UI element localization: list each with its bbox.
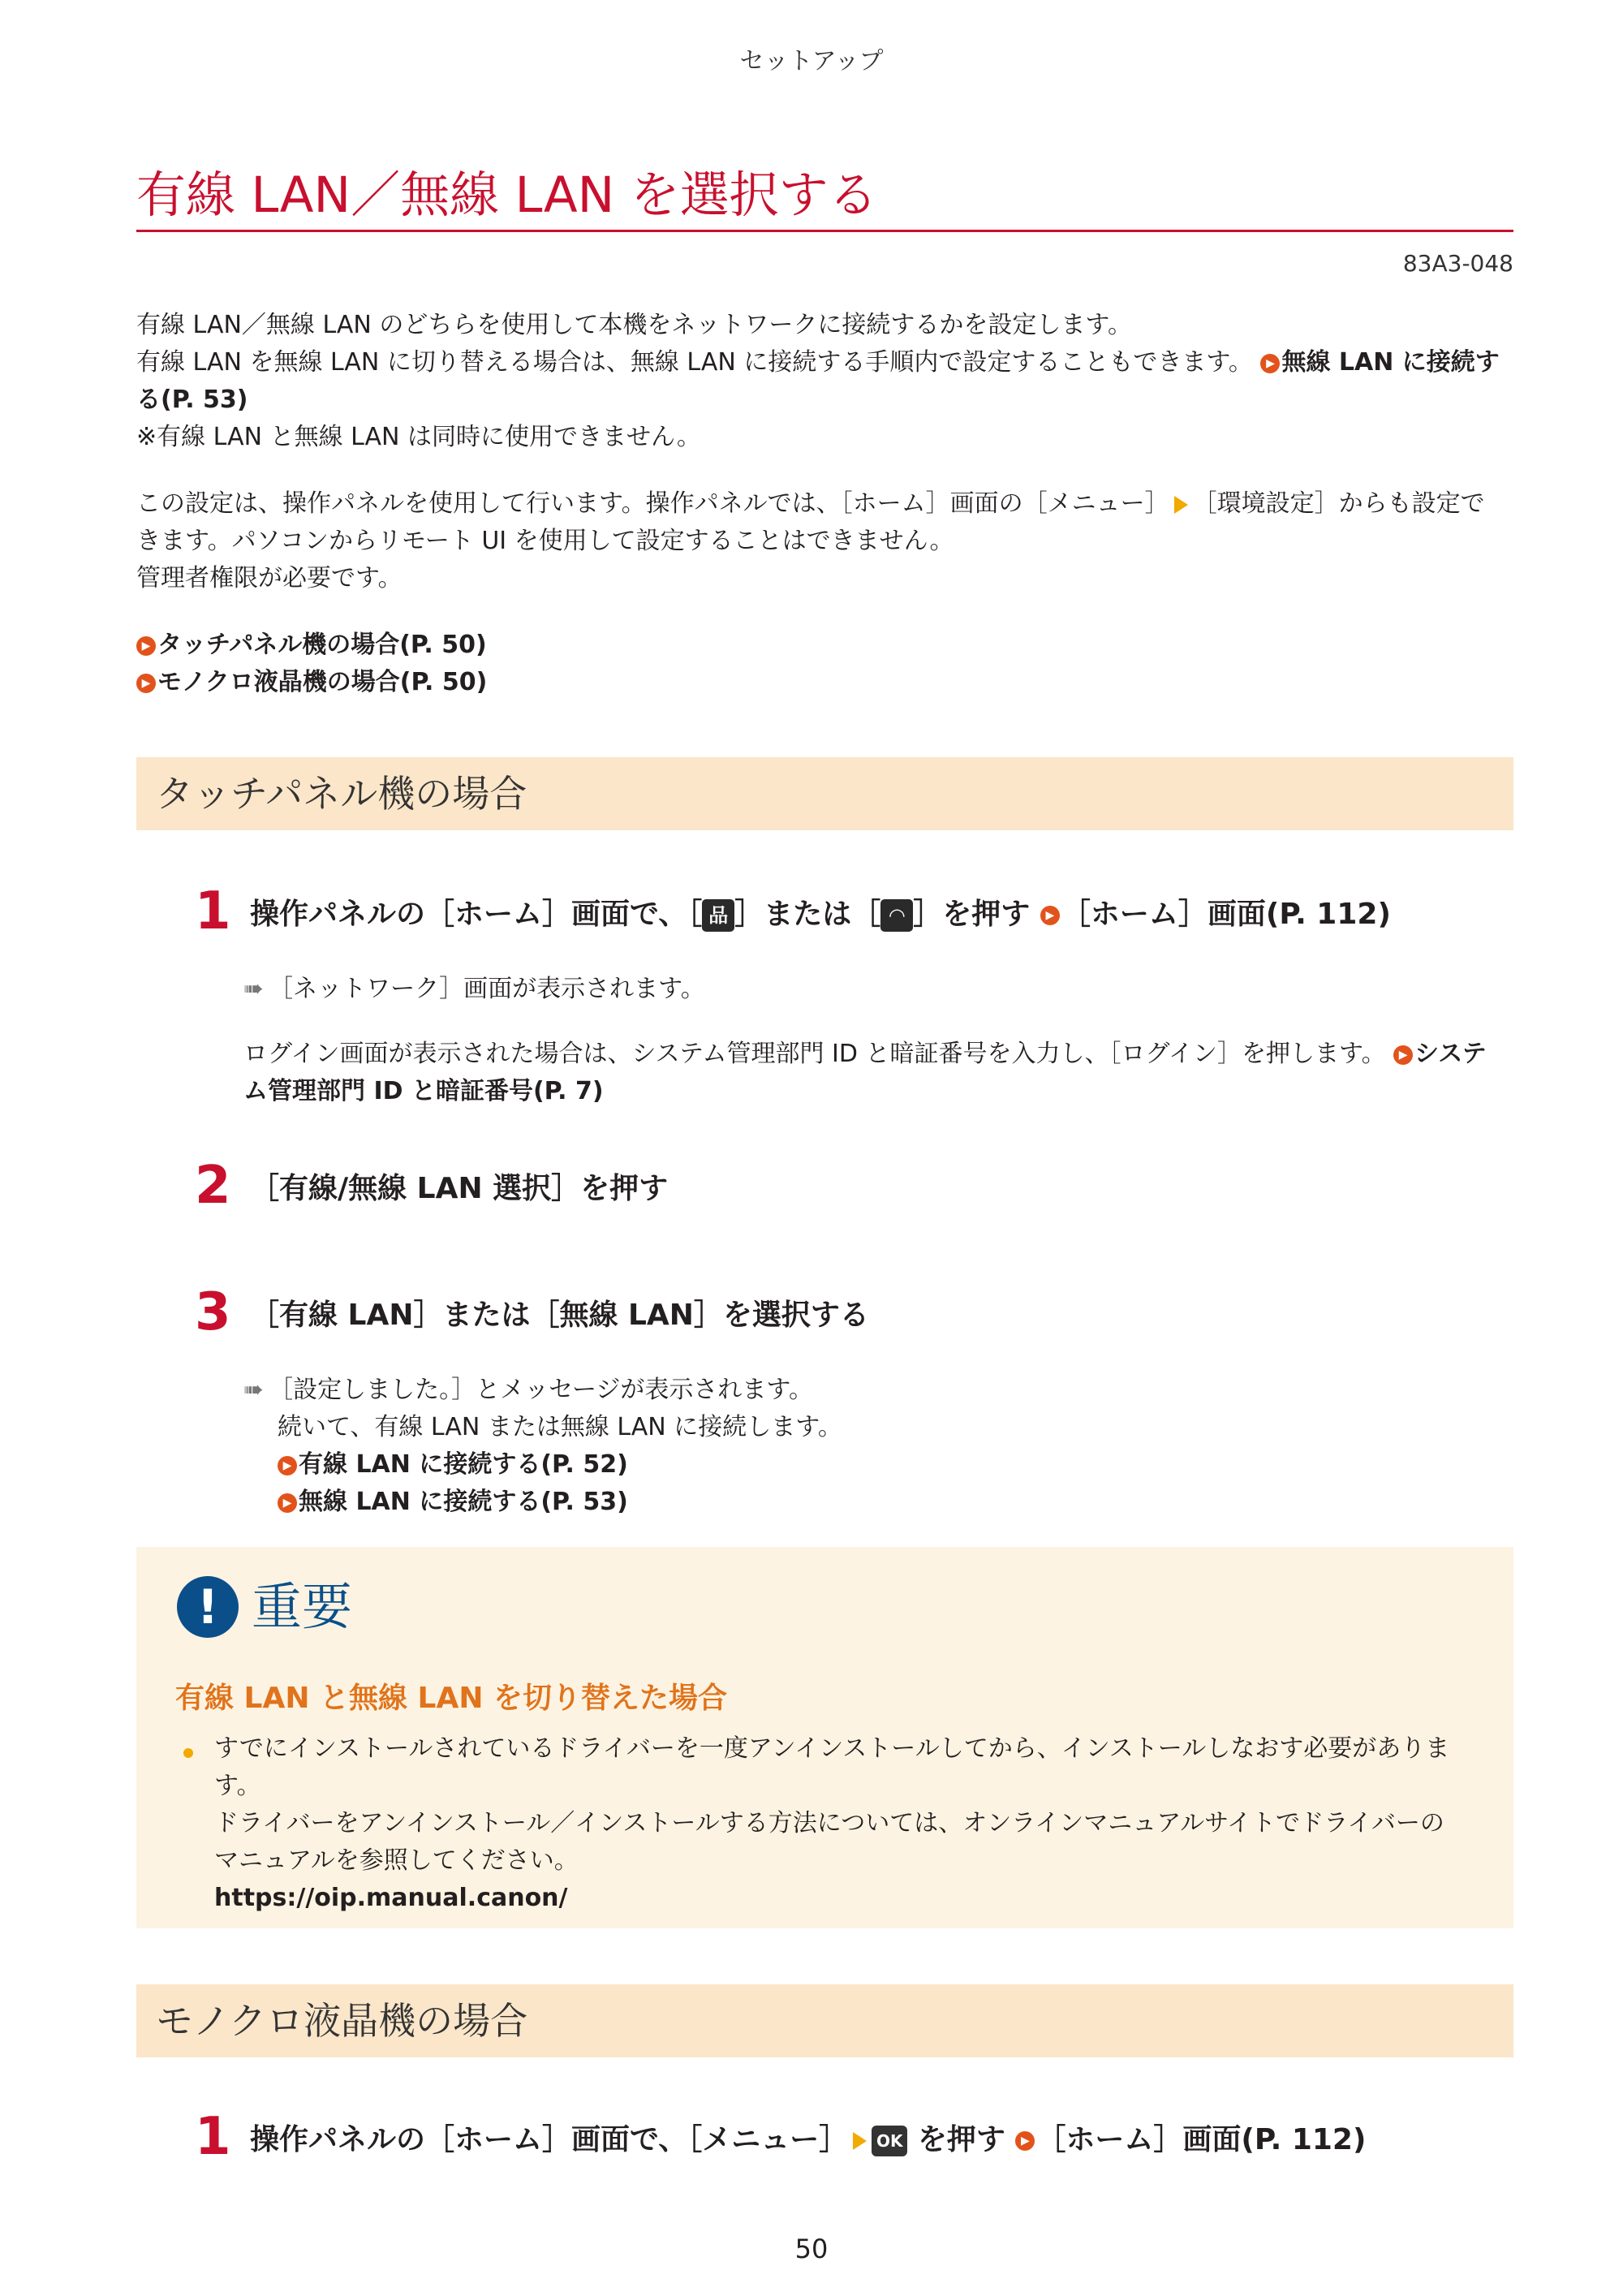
result-arrow-icon: ➠	[243, 975, 265, 1003]
link-mono-lcd-label: モノクロ液晶機の場合(P. 50)	[157, 668, 488, 696]
important-url-link[interactable]: https://oip.manual.canon/	[214, 1884, 568, 1912]
mono-step-1-text-a: 操作パネルの［ホーム］画面で、［メニュー］	[250, 2123, 849, 2156]
link-wireless-lan-label: 無線 LAN に接続する(P. 53)	[299, 1488, 628, 1516]
link-wired-lan-label: 有線 LAN に接続する(P. 52)	[299, 1450, 628, 1479]
important-subtitle: 有線 LAN と無線 LAN を切り替えた場合	[175, 1682, 727, 1715]
circle-arrow-right-icon: ▶	[136, 674, 156, 693]
step-1-note-text: ログイン画面が表示された場合は、システム管理部門 ID と暗証番号を入力し、［ログイン］を押します。	[243, 1040, 1386, 1068]
running-header: セットアップ	[739, 47, 884, 75]
important-line-3: ドライバーをアンインストール／インストールする方法については、オンラインマニュアルサイトでドライバーの	[214, 1809, 1444, 1837]
para2-line-1	[136, 485, 1485, 523]
para2-line-1a: この設定は、操作パネルを使用して行います。操作パネルでは、［ホーム］画面の［メニュー］	[136, 489, 1169, 518]
link-wired-lan[interactable]	[278, 1446, 628, 1484]
circle-arrow-right-icon: ▶	[1040, 906, 1060, 925]
important-line-2: す。	[214, 1772, 261, 1800]
step-1-text-a: 操作パネルの［ホーム］画面で、［	[250, 898, 703, 931]
link-system-manager-b[interactable]: ム管理部門 ID と暗証番号(P. 7)	[243, 1077, 604, 1105]
link-touch-panel-label: タッチパネル機の場合(P. 50)	[157, 631, 487, 659]
step-3-text: ［有線 LAN］または［無線 LAN］を選択する	[250, 1299, 869, 1332]
triangle-right-icon	[1174, 496, 1188, 514]
intro-line-2-text: 有線 LAN を無線 LAN に切り替える場合は、無線 LAN に接続する手順内で設定することもできます。	[136, 348, 1253, 377]
result-arrow-icon: ➠	[243, 1376, 265, 1404]
title-rule	[136, 230, 1513, 232]
step-3-result-1-text: ［設定しました。］とメッセージが表示されます。	[269, 1376, 813, 1404]
page-number: 50	[794, 2234, 829, 2264]
section-heading-touch	[136, 757, 1513, 830]
para2-line-1b: ［環境設定］からも設定で	[1192, 489, 1485, 518]
intro-line-1: 有線 LAN／無線 LAN のどちらを使用して本機をネットワークに接続するかを設定します。	[136, 311, 1132, 339]
wifi-icon: ◠	[880, 899, 913, 932]
circle-arrow-right-icon: ▶	[278, 1493, 297, 1513]
mono-step-1-text	[250, 2117, 1366, 2158]
important-line-4: マニュアルを参照してください。	[214, 1846, 579, 1875]
section-heading-mono	[136, 1984, 1513, 2057]
link-wireless-lan-a[interactable]: 無線 LAN に接続す	[1281, 348, 1500, 377]
step-2-number: 2	[195, 1156, 231, 1216]
important-box	[136, 1547, 1513, 1928]
para2-line-2: きます。パソコンからリモート UI を使用して設定することはできません。	[136, 527, 954, 555]
important-body	[214, 1730, 1449, 1917]
circle-arrow-right-icon: ▶	[1260, 354, 1280, 373]
mono-step-1-text-b: を押す	[917, 2123, 1005, 2156]
step-1-link-home[interactable]: ［ホーム］画面(P. 112)	[1061, 898, 1391, 931]
step-1-text-c: ］を押す	[913, 898, 1031, 931]
para2-line-3: 管理者権限が必要です。	[136, 564, 403, 592]
step-3-result-1	[243, 1372, 813, 1409]
important-title: 重要	[252, 1577, 353, 1636]
step-1-result	[243, 971, 705, 1008]
step-1-note-line-1	[243, 1036, 1487, 1073]
wired-network-icon: 品	[702, 899, 734, 932]
link-touch-panel[interactable]	[136, 627, 487, 664]
mono-step-1-number: 1	[195, 2107, 231, 2167]
exclamation-circle-icon: !	[177, 1576, 239, 1638]
link-system-manager-a[interactable]: システ	[1414, 1040, 1487, 1068]
link-mono-lcd[interactable]	[136, 664, 487, 701]
intro-note: ※有線 LAN と無線 LAN は同時に使用できません。	[136, 423, 701, 451]
page-title: 有線 LAN／無線 LAN を選択する	[136, 166, 878, 224]
section-heading-touch-label: タッチパネル機の場合	[156, 772, 527, 816]
intro-line-2	[136, 344, 1500, 381]
circle-arrow-right-icon: ▶	[278, 1456, 297, 1475]
bullet-icon	[183, 1748, 193, 1758]
section-heading-mono-label: モノクロ液晶機の場合	[156, 1999, 528, 2043]
step-3-number: 3	[195, 1282, 231, 1342]
step-2-text: ［有線/無線 LAN 選択］を押す	[250, 1172, 669, 1205]
important-line-1: すでにインストールされているドライバーを一度アンインストールしてから、インストールしなおす必要がありま	[214, 1734, 1450, 1763]
step-1-text	[250, 891, 1391, 933]
circle-arrow-right-icon: ▶	[136, 636, 156, 656]
ok-key-icon: OK	[872, 2126, 907, 2156]
mono-step-1-link-home[interactable]: ［ホーム］画面(P. 112)	[1036, 2123, 1367, 2156]
link-wireless-lan-b[interactable]: る(P. 53)	[136, 386, 248, 414]
circle-arrow-right-icon: ▶	[1393, 1045, 1413, 1065]
circle-arrow-right-icon: ▶	[1015, 2131, 1035, 2151]
triangle-right-icon	[853, 2132, 867, 2150]
doc-code: 83A3-048	[1402, 250, 1513, 277]
link-wireless-lan[interactable]	[278, 1484, 628, 1521]
step-1-result-text: ［ネットワーク］画面が表示されます。	[269, 975, 705, 1003]
step-1-text-b: ］または［	[734, 898, 881, 931]
step-3-result-2: 続いて、有線 LAN または無線 LAN に接続します。	[278, 1413, 842, 1441]
step-1-number: 1	[195, 881, 231, 941]
